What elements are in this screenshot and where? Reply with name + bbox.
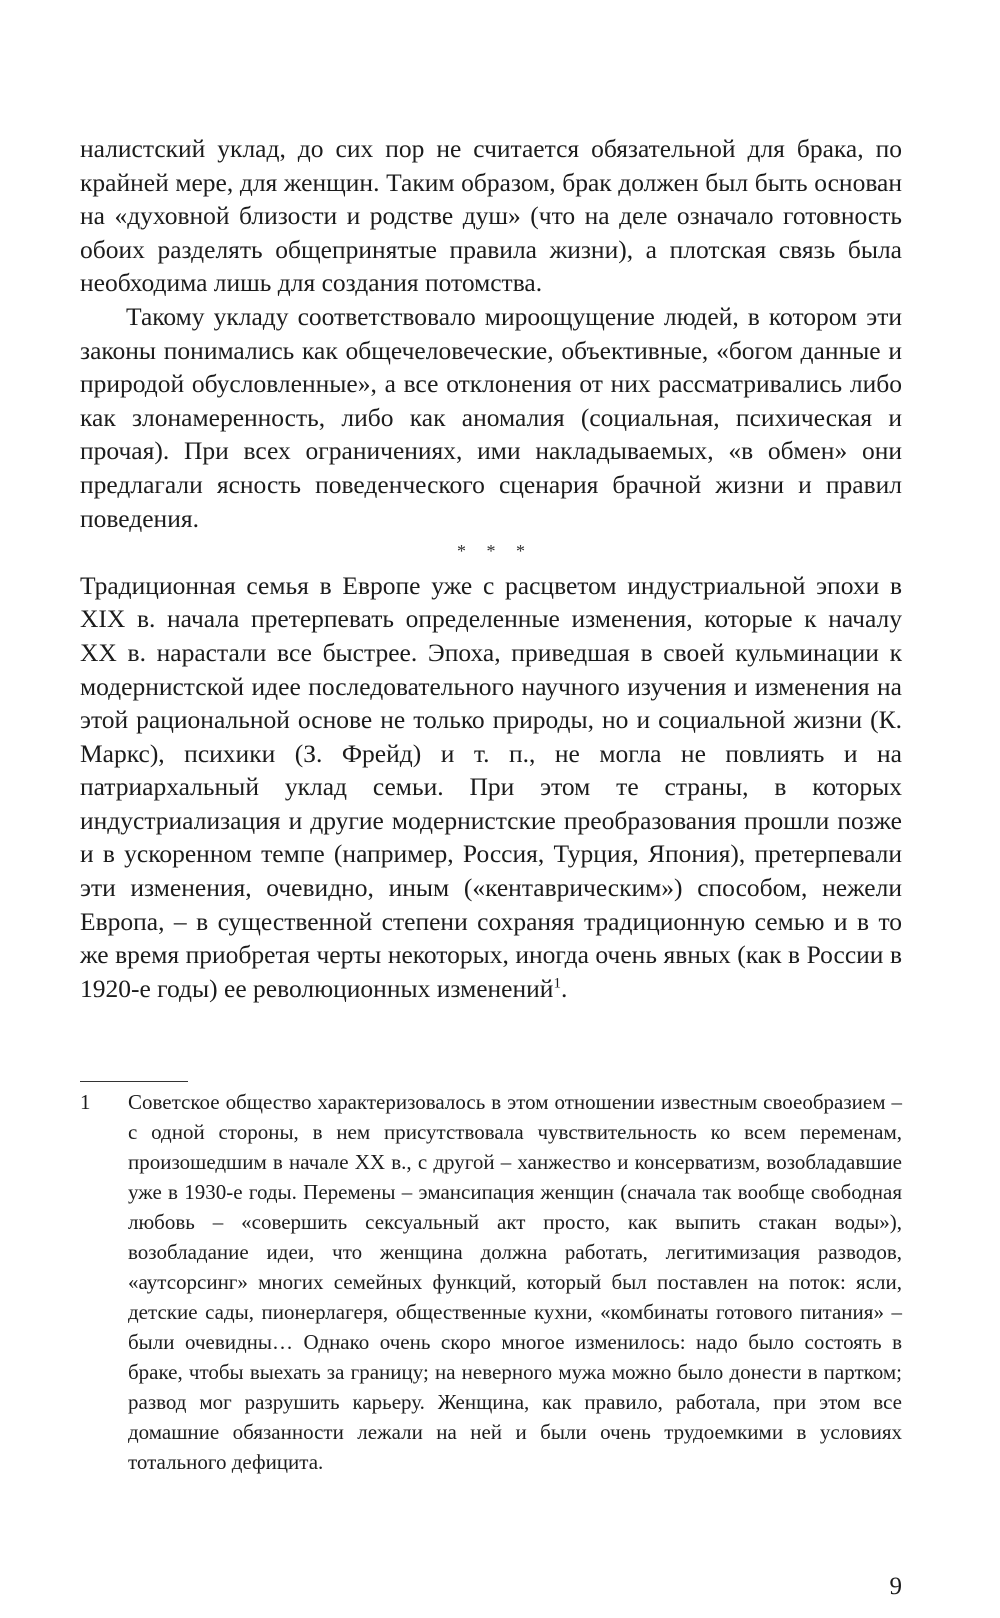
footnote-divider: [80, 1081, 188, 1082]
paragraph: [80, 569, 902, 1006]
section-separator: * * *: [457, 541, 533, 562]
footnote: [80, 1087, 902, 1477]
paragraph-text: Традиционная семья в Европе уже с расцветом индустриальной эпохи в XIX в. начала претерпевать определенные изменения, которые к началу XX в. нарастали все быстрее. Эпоха, приведшая в своей кульминации к модернистской идее последовательного научного изучения и изменения на этой рациональной основе не только природы, но и социальной жизни (К. Маркс), психики (З. Фрейд) и т. п., не могла не повлиять и на патриархальный уклад семьи. При этом те страны, в которых индустриализация и другие модернистские преобразования прошли позже и в ускоренном темпе (например, Россия, Турция, Япония), претерпевали эти изменения, очевидно, иным («кентаврическим») способом, нежели Европа, – в существенной степени сохраняя традиционную семью и в то же время приобретая черты некоторых, иногда очень явных (как в России в 1920-е годы) ее революционных изменений: [80, 570, 902, 1003]
footnote-reference: 1: [553, 975, 561, 992]
footnote-text: Советское общество характеризовалось в этом отношении известным своеобразием – с одной стороны, в нем присутствовала чувствительность ко всем переменам, произошедшим в начале XX в., с другой – ханжество и консерватизм, возобладавшие уже в 1930-е годы. Перемены – эмансипация женщин (сначала так вообще свободная любовь – «совершить сексуальный акт просто, как выпить стакан воды»), возобладание идеи, что женщина должна работать, легитимизация разводов, «аутсорсинг» многих семейных функций, который был поставлен на поток: ясли, детские сады, пионерлагеря, общественные кухни, «комбинаты готового питания» – были очевидны… Однако очень скоро многое изменилось: надо было состоять в браке, чтобы выехать за границу; на неверного мужа можно было донести в партком; развод мог разрушить карьеру. Женщина, как правило, работала, при этом все домашние обязанности лежали на ней и были очень трудоемкими в условиях тотального дефицита.: [128, 1090, 902, 1474]
page-number: 9: [889, 1573, 902, 1600]
footnote-number: 1: [80, 1090, 91, 1114]
paragraph-end: .: [560, 973, 568, 1003]
paragraph: Такому укладу соответствовало мироощущение людей, в котором эти законы понимались как общечеловеческие, объективные, «богом данные и природой обусловленные», а все отклонения от них рассматривались либо как злонамеренность, либо как аномалия (социальная, психическая и прочая). При всех ограничениях, ими накладываемых, «в обмен» они предлагали ясность поведенческого сценария брачной жизни и правил поведения.: [80, 301, 902, 533]
main-text: [80, 132, 902, 1005]
paragraph-continuation: налистский уклад, до сих пор не считается обязательной для брака, по крайней мере, для женщин. Таким образом, брак должен был быть основан на «духовной близости и родстве душ» (что на деле означало готовность обоих разделять общепринятые правила жизни), а плотская связь была необходима лишь для создания потомства.: [80, 134, 902, 298]
